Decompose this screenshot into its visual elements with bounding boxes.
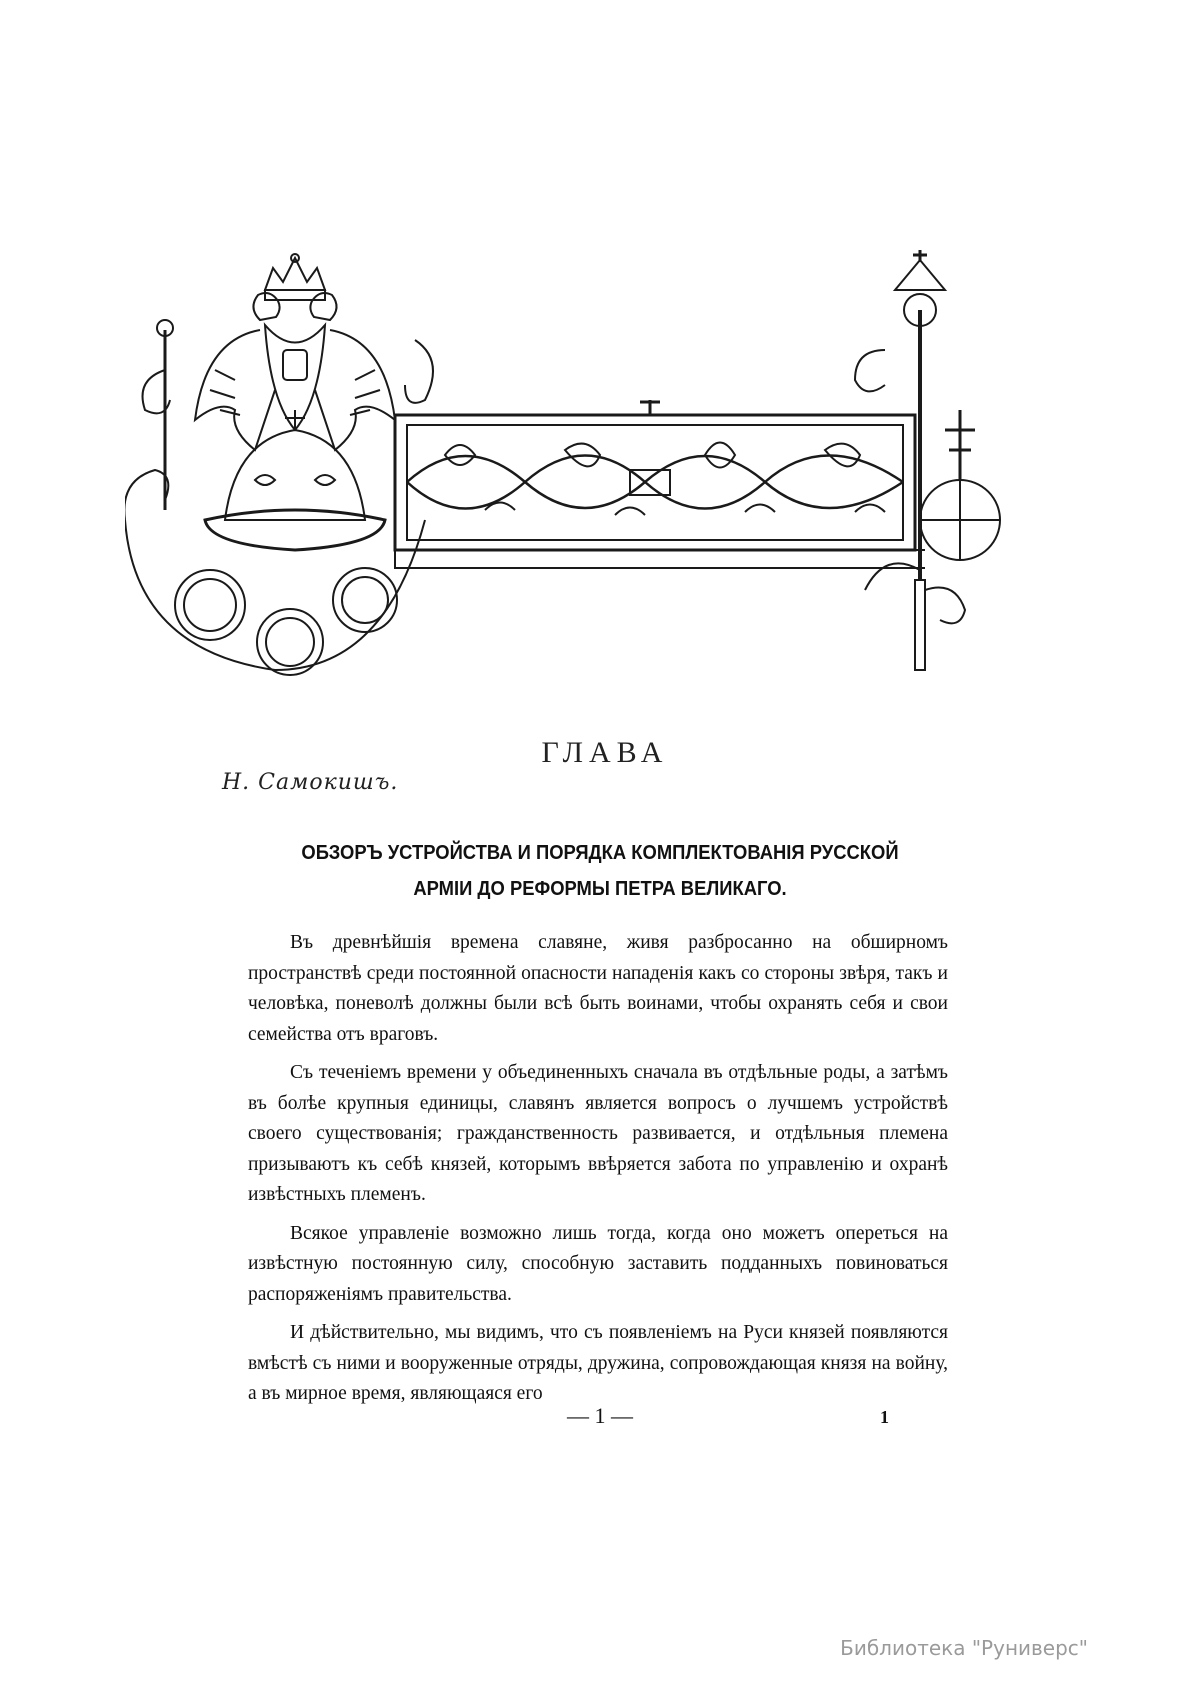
orb-icon xyxy=(920,410,1000,560)
body-text xyxy=(248,928,948,1418)
cap-of-monomakh-icon xyxy=(205,410,385,550)
chapter-title-line-2: АРМІИ ДО РЕФОРМЫ ПЕТРА ВЕЛИКАГО. xyxy=(413,878,787,900)
artist-signature: Н. Самокишъ. xyxy=(222,770,399,795)
headpiece-ornament xyxy=(125,250,1025,710)
sheet-number: 1 xyxy=(880,1407,889,1427)
paragraph: Съ теченіемъ времени у объединенныхъ сначала въ отдѣльные роды, а затѣмъ въ болѣе крупныя единицы, славянъ является вопросъ о лучшемъ устройствѣ своего существованія; гражданственность развивается, и отдѣльныя племена призываютъ къ себѣ князей, которымъ ввѣряется забота по управленію и охранѣ извѣстныхъ племенъ. xyxy=(248,1062,948,1205)
chapter-title xyxy=(269,835,931,907)
paragraph: И дѣйствительно, мы видимъ, что съ появленіемъ на Руси князей появляются вмѣстѣ съ ними и вооруженные отряды, дружина, сопровождающая князя на войну, а въ мирное время, являющаяся его xyxy=(248,1322,948,1404)
crown-icon xyxy=(265,254,325,300)
chapter-heading: ГЛАВА xyxy=(541,736,669,769)
page-number: — 1 — xyxy=(567,1403,633,1428)
chapter-title-line-1: ОБЗОРЪ УСТРОЙСТВА И ПОРЯДКА КОМПЛЕКТОВАНІЯ РУССКОЙ xyxy=(301,842,899,864)
paragraph: Всякое управленіе возможно лишь тогда, когда оно можетъ опереться на извѣстную постоянную силу, способную заставить подданныхъ повиноваться распоряженіямъ правительства. xyxy=(248,1222,948,1305)
paragraph: Въ древнѣйшія времена славяне, живя разбросанно на обширномъ пространствѣ среди постоянной опасности нападенія какъ со стороны звѣря, такъ и человѣка, поневолѣ должны были всѣ быть воинами, чтобы охранять себя и свои семейства отъ враговъ. xyxy=(248,932,948,1045)
library-watermark: Библиотека "Руниверс" xyxy=(840,1636,1088,1660)
seal-icon xyxy=(175,568,397,675)
